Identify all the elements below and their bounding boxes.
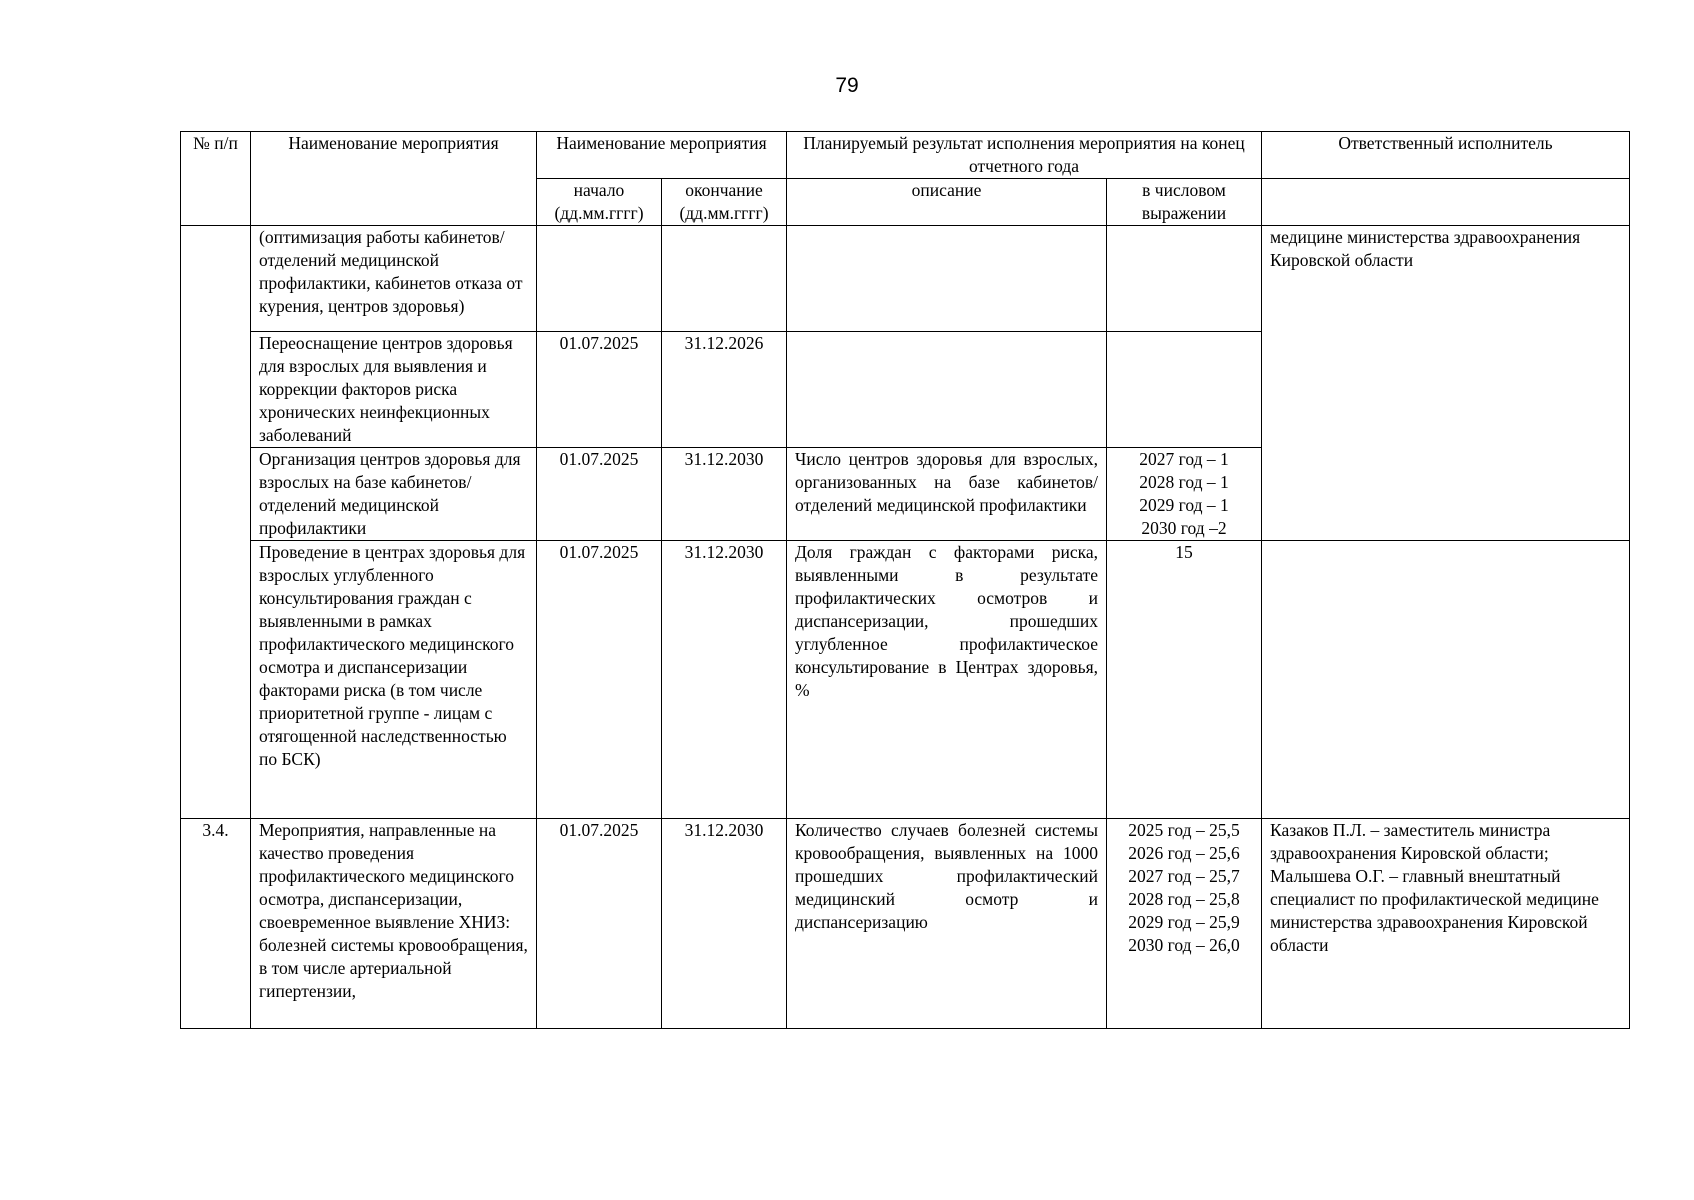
table-row: [181, 541, 1630, 819]
row-values: [1107, 332, 1262, 448]
row-start: 01.07.2025: [537, 819, 662, 1029]
header-description: описание: [787, 179, 1107, 226]
row-values: [1107, 819, 1262, 1029]
value-line: 2028 год – 1: [1139, 472, 1229, 492]
value-line: 2027 год – 25,7: [1128, 866, 1240, 886]
activities-table: [180, 131, 1630, 1029]
row-description: [787, 332, 1107, 448]
row-start: 01.07.2025: [537, 448, 662, 541]
row-description: Количество случаев болезней системы кровообращения, выявленных на 1000 прошедших профилактический медицинский осмотр и диспансеризацию: [787, 819, 1107, 1029]
row-num: [181, 226, 251, 819]
value-line: 2029 год – 25,9: [1128, 912, 1240, 932]
header-responsible-empty: [1262, 179, 1630, 226]
row-name: Переоснащение центров здоровья для взрослых для выявления и коррекции факторов риска хронических неинфекционных заболеваний: [251, 332, 537, 448]
header-responsible: Ответственный исполнитель: [1262, 132, 1630, 179]
value-line: 2025 год – 25,5: [1128, 820, 1240, 840]
header-num: № п/п: [181, 132, 251, 226]
row-start: [537, 226, 662, 332]
row-end: [662, 226, 787, 332]
row-name: (оптимизация работы кабинетов/отделений медицинской профилактики, кабинетов отказа от курения, центров здоровья): [251, 226, 537, 332]
row-end: 31.12.2026: [662, 332, 787, 448]
value-line: 2026 год – 25,6: [1128, 843, 1240, 863]
table-row: [181, 819, 1630, 1029]
row-start: 01.07.2025: [537, 541, 662, 819]
row-values: [1107, 541, 1262, 819]
page-number: 79: [835, 74, 859, 97]
header-numeric: в числовом выражении: [1107, 179, 1262, 226]
header-end: окончание (дд.мм.гггг): [662, 179, 787, 226]
table-row: [181, 226, 1630, 332]
row-responsible: [1262, 541, 1630, 819]
table-header-row: [181, 132, 1630, 179]
value-line: 2029 год – 1: [1139, 495, 1229, 515]
row-num: 3.4.: [181, 819, 251, 1029]
row-description: [787, 226, 1107, 332]
header-dates: Наименование мероприятия: [537, 132, 787, 179]
row-start: 01.07.2025: [537, 332, 662, 448]
row-values: [1107, 448, 1262, 541]
header-name: Наименование мероприятия: [251, 132, 537, 226]
row-description: Доля граждан с факторами риска, выявленными в результате профилактических осмотров и диспансеризации, прошедших углубленное профилактическое консультирование в Центрах здоровья, %: [787, 541, 1107, 819]
header-start: начало (дд.мм.гггг): [537, 179, 662, 226]
row-responsible: медицине министерства здравоохранения Кировской области: [1262, 226, 1630, 541]
row-end: 31.12.2030: [662, 541, 787, 819]
value-line: 2027 год – 1: [1139, 449, 1229, 469]
row-name: Проведение в центрах здоровья для взрослых углубленного консультирования граждан с выявленными в рамках профилактического медицинского осмотра и диспансеризации факторами риска (в том числе приоритетной группе - лицам с отягощенной наследственностью по БСК): [251, 541, 537, 819]
row-description: Число центров здоровья для взрослых, организованных на базе кабинетов/отделений медицинской профилактики: [787, 448, 1107, 541]
value-line: 15: [1175, 542, 1193, 562]
value-line: 2028 год – 25,8: [1128, 889, 1240, 909]
row-end: 31.12.2030: [662, 819, 787, 1029]
header-result: Планируемый результат исполнения мероприятия на конец отчетного года: [787, 132, 1262, 179]
row-end: 31.12.2030: [662, 448, 787, 541]
row-values: [1107, 226, 1262, 332]
row-name: Организация центров здоровья для взрослых на базе кабинетов/отделений медицинской профилактики: [251, 448, 537, 541]
value-line: 2030 год –2: [1141, 518, 1227, 538]
value-line: 2030 год – 26,0: [1128, 935, 1240, 955]
row-responsible: Казаков П.Л. – заместитель министра здравоохранения Кировской области; Малышева О.Г. – главный внештатный специалист по профилактической медицине министерства здравоохранения Кировской области: [1262, 819, 1630, 1029]
row-name: Мероприятия, направленные на качество проведения профилактического медицинского осмотра, диспансеризации, своевременное выявление ХНИЗ: болезней системы кровообращения, в том числе артериальной гипертензии,: [251, 819, 537, 1029]
